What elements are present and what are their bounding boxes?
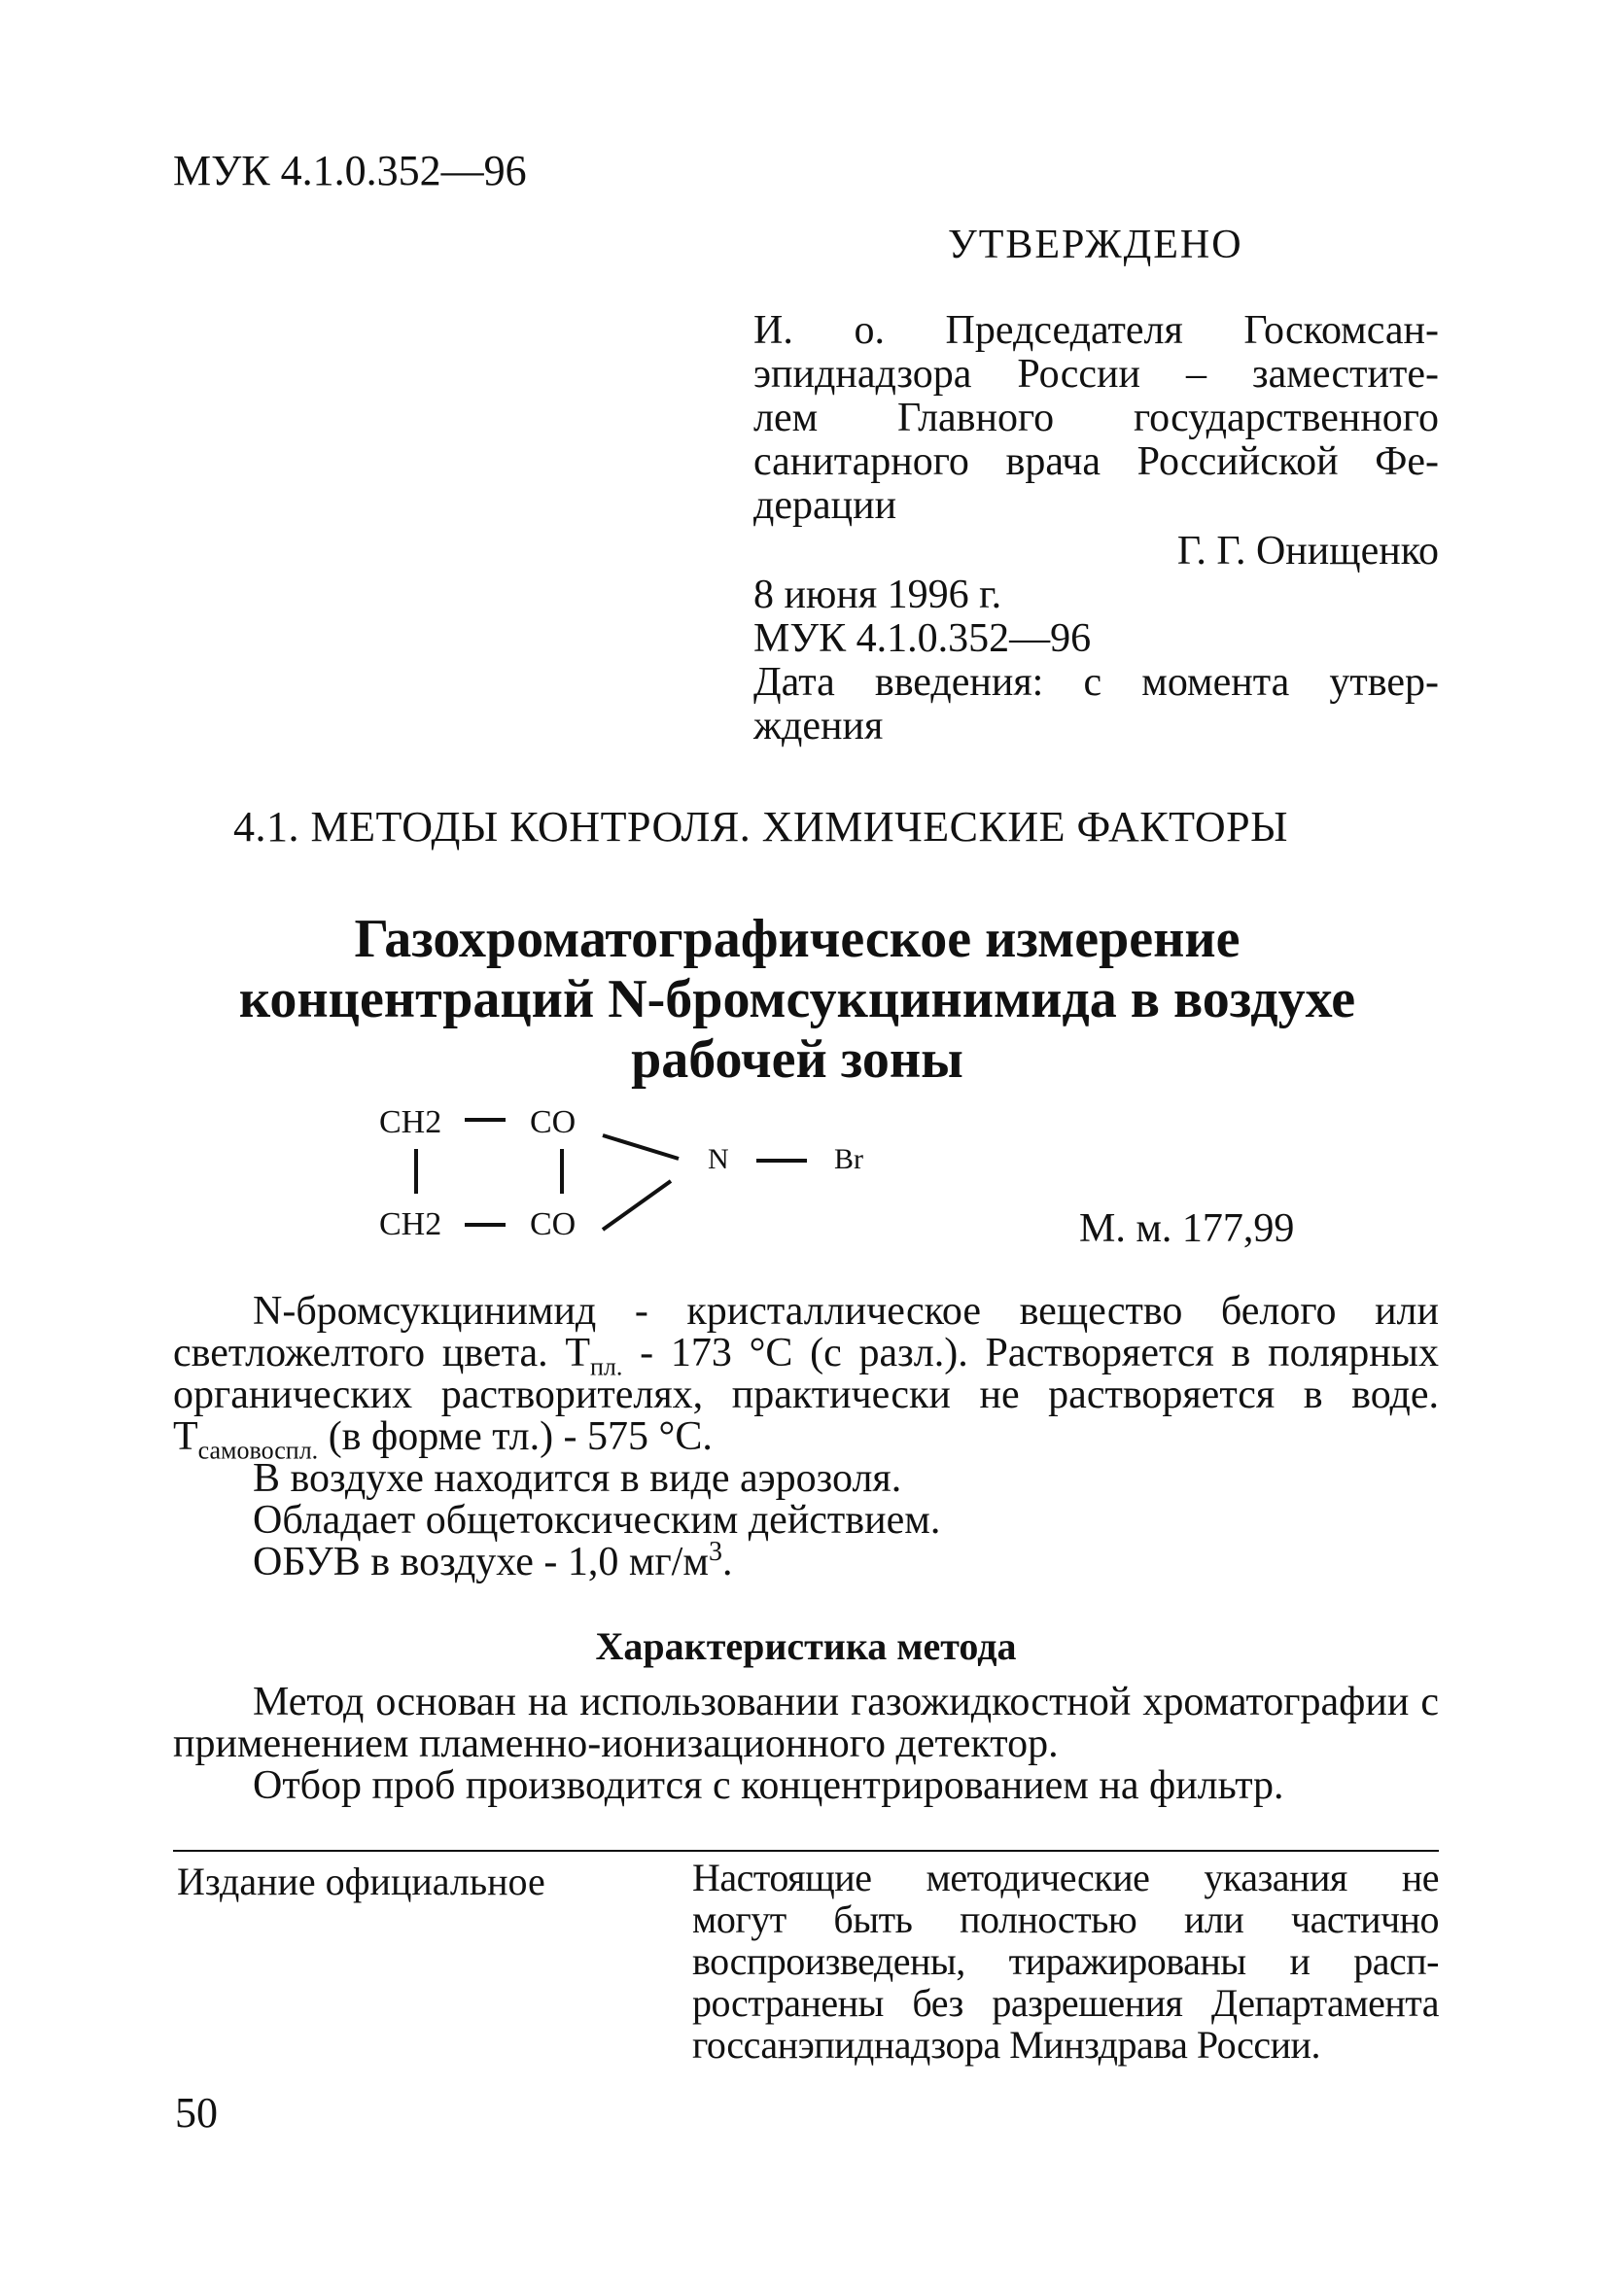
method-heading: Характеристика метода — [595, 1624, 1017, 1668]
approval-line: лем Главного государственного — [753, 396, 1439, 440]
intro-date-line: ждения — [753, 704, 884, 748]
copyright-notice — [692, 1857, 1439, 2066]
bond-co-n-bottom — [603, 1181, 671, 1230]
substance-description — [173, 1291, 1439, 1583]
approval-line: санитарного врача Российской Фе- — [753, 439, 1439, 484]
molecular-mass: М. м. 177,99 — [1079, 1206, 1295, 1251]
document-title — [175, 909, 1419, 1090]
formula-ch2-top: CH2 — [379, 1104, 442, 1140]
notice-line: воспроизведены, тиражированы и расп- — [692, 1939, 1439, 1983]
formula-n: N — [708, 1143, 729, 1175]
intro-date-line: Дата введения: с момента утвер- — [753, 660, 1439, 705]
method-paragraph: Отбор проб производится с концентрированием на фильтр. — [253, 1763, 1284, 1808]
method-description — [173, 1682, 1439, 1807]
title-line: рабочей зоны — [631, 1029, 963, 1090]
signatory-name: Г. Г. Онищенко — [1176, 529, 1439, 574]
description-paragraph: ОБУВ в воздухе - 1,0 $мг/м^3$. — [253, 1537, 733, 1584]
footer-divider — [173, 1850, 1439, 1852]
bond-co-n-top — [603, 1135, 679, 1159]
approval-line: И. о. Председателя Госкомсан- — [753, 308, 1439, 353]
title-line: концентраций N-бромсукцинимида в воздухе — [238, 969, 1356, 1029]
edition-label: Издание официальное — [177, 1860, 545, 1903]
formula-ch2-bottom: CH2 — [379, 1206, 442, 1242]
notice-line: Настоящие методические указания не — [692, 1856, 1439, 1899]
document-code-header: МУК 4.1.0.352—96 — [173, 147, 527, 194]
description-paragraph: N-бромсукцинимид - кристаллическое вещество белого или светложелтого цвета. $T_{пл.} - 173$ °С (с разл.). Растворяется в полярных органических растворителях, практически не растворяется в воде. $T_{самовоспл.}$ (в форме тл.) - 575 °С. — [173, 1289, 1439, 1465]
description-paragraph: В воздухе находится в виде аэрозоля. — [253, 1456, 902, 1501]
notice-line: госсанэпиднадзора Минздрава России. — [692, 2023, 1320, 2067]
title-line: Газохроматографическое измерение — [354, 909, 1241, 969]
approval-code: МУК 4.1.0.352—96 — [753, 616, 1092, 661]
approval-line: дерации — [753, 483, 897, 528]
notice-line: ространены без разрешения Департамента — [692, 1981, 1439, 2025]
approval-date: 8 июня 1996 г. — [753, 573, 1002, 617]
notice-line: могут быть полностью или частично — [692, 1897, 1439, 1941]
approval-block — [753, 309, 1439, 748]
formula-br: Br — [834, 1143, 863, 1175]
approval-stamp-title: УТВЕРЖДЕНО — [948, 223, 1243, 267]
approval-line: эпиднадзора России – заместите- — [753, 352, 1439, 397]
description-paragraph: Обладает общетоксическим действием. — [253, 1498, 941, 1543]
structural-formula — [369, 1098, 914, 1244]
page-number: 50 — [175, 2089, 218, 2137]
method-paragraph: Метод основан на использовании газожидкостной хроматографии с применением пламенно-ионизационного детектор. — [173, 1680, 1439, 1766]
formula-co-top: CO — [530, 1104, 577, 1140]
formula-co-bottom: CO — [530, 1206, 577, 1242]
section-title: 4.1. МЕТОДЫ КОНТРОЛЯ. ХИМИЧЕСКИЕ ФАКТОРЫ — [233, 803, 1289, 851]
